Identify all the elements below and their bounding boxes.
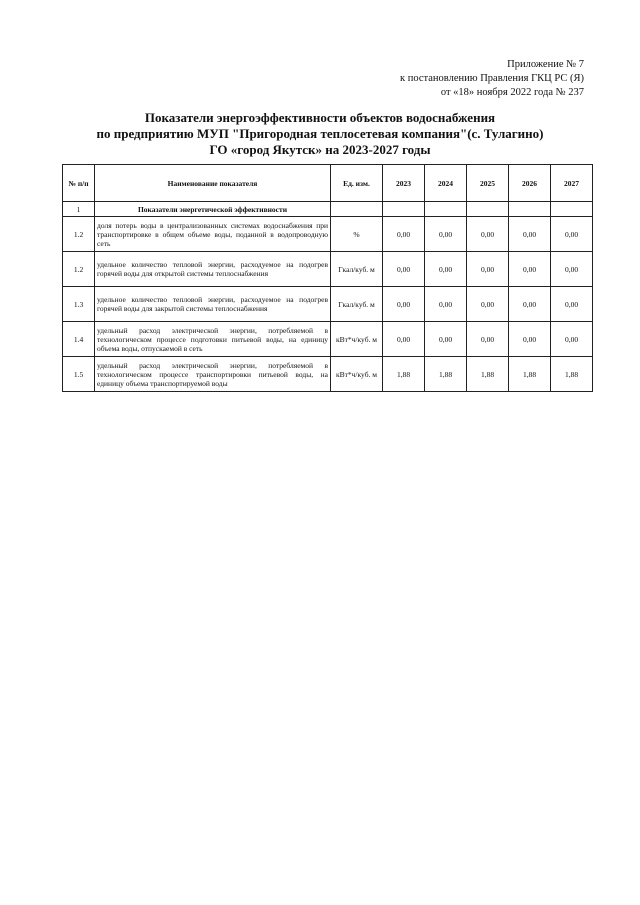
appendix-date: от «18» ноября 2022 года № 237 [440, 87, 584, 98]
header-year: 2027 [551, 165, 593, 202]
row-value: 0,00 [509, 287, 551, 322]
row-value: 0,00 [467, 252, 509, 287]
row-value: 0,00 [467, 287, 509, 322]
row-value: 1,88 [551, 357, 593, 392]
row-num: 1.3 [63, 287, 95, 322]
row-name: удельное количество тепловой энергии, расходуемое на подогрев горячей воды для закрытой системы теплоснабжения [95, 287, 331, 322]
row-value: 0,00 [551, 287, 593, 322]
row-value: 0,00 [425, 252, 467, 287]
table-row [63, 357, 593, 392]
empty-cell [425, 202, 467, 217]
empty-cell [509, 202, 551, 217]
row-value: 0,00 [509, 322, 551, 357]
row-name: доля потерь воды в централизованных системах водоснабжения при транспортировке в общем объеме воды, поданной в водопроводную сеть [95, 217, 331, 252]
row-num: 1.4 [63, 322, 95, 357]
header-year: 2025 [467, 165, 509, 202]
table-row [63, 252, 593, 287]
section-row [63, 202, 593, 217]
indicators-table [62, 164, 593, 392]
row-value: 0,00 [383, 322, 425, 357]
empty-cell [383, 202, 425, 217]
row-unit: Гкал/куб. м [331, 287, 383, 322]
table-row [63, 287, 593, 322]
row-value: 0,00 [509, 217, 551, 252]
row-value: 0,00 [467, 217, 509, 252]
row-value: 1,88 [509, 357, 551, 392]
row-value: 0,00 [551, 252, 593, 287]
title-line-2: по предприятию МУП "Пригородная теплосетевая компания"(с. Тулагино) [96, 126, 544, 141]
row-num: 1.2 [63, 217, 95, 252]
row-unit: кВт*ч/куб. м [331, 322, 383, 357]
header-num: № п/п [63, 165, 95, 202]
header-name: Наименование показателя [95, 165, 331, 202]
row-unit: % [331, 217, 383, 252]
row-name: удельное количество тепловой энергии, расходуемое на подогрев горячей воды для открытой системы теплоснабжения [95, 252, 331, 287]
row-value: 1,88 [425, 357, 467, 392]
row-unit: кВт*ч/куб. м [331, 357, 383, 392]
section-num: 1 [63, 202, 95, 217]
appendix-title: Приложение № 7 [507, 59, 584, 70]
row-name: удельный расход электрической энергии, потребляемой в технологическом процессе подготовки питьевой воды, на единицу объема воды, отпускаемой в сеть [95, 322, 331, 357]
row-value: 0,00 [425, 322, 467, 357]
row-value: 0,00 [383, 287, 425, 322]
row-value: 0,00 [383, 252, 425, 287]
row-value: 0,00 [383, 217, 425, 252]
header-year: 2023 [383, 165, 425, 202]
title-line-1: Показатели энергоэффективности объектов водоснабжения [144, 110, 496, 125]
row-value: 0,00 [509, 252, 551, 287]
row-num: 1.2 [63, 252, 95, 287]
table-row [63, 322, 593, 357]
title-line-3: ГО «город Якутск» на 2023-2027 годы [209, 142, 431, 157]
row-name: удельный расход электрической энергии, потребляемой в технологическом процессе транспортировки питьевой воды, на единицу объема транспортируемой воды [95, 357, 331, 392]
empty-cell [331, 202, 383, 217]
header-year: 2024 [425, 165, 467, 202]
row-num: 1.5 [63, 357, 95, 392]
appendix-resolution: к постановлению Правления ГКЦ РС (Я) [400, 73, 584, 84]
row-value: 0,00 [551, 322, 593, 357]
row-value: 1,88 [383, 357, 425, 392]
section-title: Показатели энергетической эффективности [95, 202, 331, 217]
row-value: 1,88 [467, 357, 509, 392]
table-header-row [63, 165, 593, 202]
appendix-block [400, 58, 584, 100]
row-unit: Гкал/куб. м [331, 252, 383, 287]
row-value: 0,00 [467, 322, 509, 357]
document-title [40, 110, 600, 158]
row-value: 0,00 [425, 287, 467, 322]
table-row [63, 217, 593, 252]
empty-cell [467, 202, 509, 217]
header-year: 2026 [509, 165, 551, 202]
header-unit: Ед. изм. [331, 165, 383, 202]
row-value: 0,00 [425, 217, 467, 252]
row-value: 0,00 [551, 217, 593, 252]
empty-cell [551, 202, 593, 217]
